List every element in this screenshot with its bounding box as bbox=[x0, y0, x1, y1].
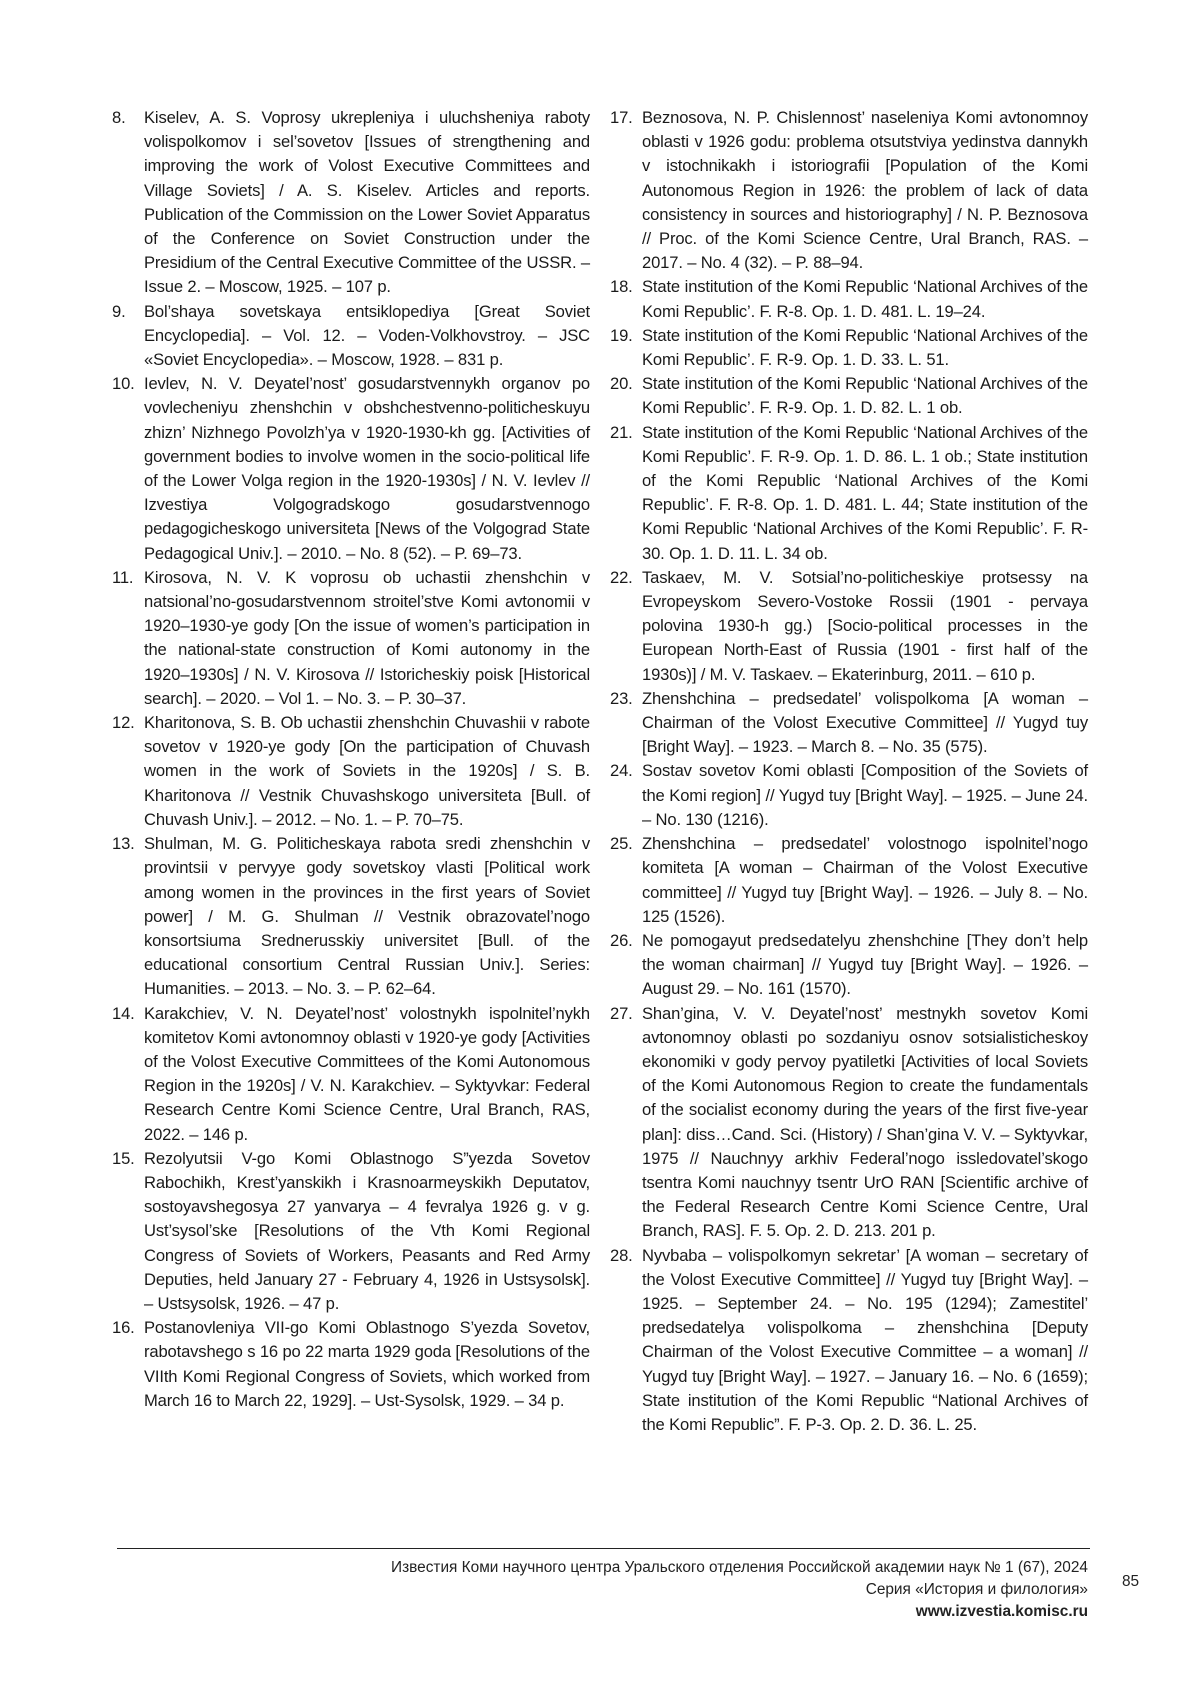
reference-number: 12. bbox=[112, 713, 135, 733]
reference-number: 27. bbox=[610, 1003, 633, 1023]
reference-item bbox=[610, 1002, 1088, 1244]
reference-item bbox=[112, 711, 590, 832]
reference-number: 24. bbox=[610, 761, 633, 781]
reference-number: 26. bbox=[610, 930, 633, 950]
reference-number: 9. bbox=[112, 301, 126, 321]
reference-item bbox=[610, 832, 1088, 929]
reference-number: 18. bbox=[610, 277, 633, 297]
reference-item bbox=[112, 106, 590, 300]
reference-text: Nyvbaba – volispolkomyn sekretar’ [A woman – secretary of the Volost Executive Committee] // Yugyd tuy [Bright Way]. – 1925. – September 24. – No. 195 (1294); Zamestitel’ predsedatelya volispolkoma – zhenshchina [Deputy Chairman of the Volost Executive Committee – a woman] // Yugyd tuy [Bright Way]. – 1927. – January 16. – No. 6 (1659); State institution of the Komi Republic “National Archives of the Komi Republic”. F. P-3. Op. 2. D. 36. L. 25. bbox=[642, 1245, 1088, 1434]
reference-text: Ievlev, N. V. Deyatel’nost’ gosudarstvennykh organov po vovlecheniyu zhenshchin v obshchestvenno-politicheskuyu zhizn’ Nizhnego Povolzh’ya v 1920-1930-kh gg. [Activities of government bodies to involve women in the socio-political life of the Lower Volga region in the 1920-1930s] / N. V. Ievlev // Izvestiya Volgogradskogo gosudarstvennogo pedagogicheskogo universiteta [News of the Volgograd State Pedagogical Univ.]. – 2010. – No. 8 (52). – P. 69–73. bbox=[144, 374, 590, 563]
reference-number: 10. bbox=[112, 374, 135, 394]
reference-text: Shulman, M. G. Politicheskaya rabota sredi zhenshchin v provintsii v pervyye gody sovetskoy vlasti [Political work among women in the provinces in the first years of Soviet power] / M. G. Shulman // Vestnik obrazovatel’nogo konsortsiuma Srednerusskiy universitet [Bull. of the educational consortium Central Russian Univ.]. Series: Humanities. – 2013. – No. 3. – P. 62–64. bbox=[144, 834, 590, 999]
reference-item bbox=[112, 372, 590, 566]
references-left-column bbox=[112, 106, 590, 1413]
reference-number: 15. bbox=[112, 1148, 135, 1168]
reference-text: Kirosova, N. V. K voprosu ob uchastii zhenshchin v natsional’no-gosudarstvennom stroitel’stve Komi avtonomii v 1920–1930-ye gody [On the issue of women’s participation in the national-state construction of Komi autonomy in the 1920–1930s] / N. V. Kirosova // Istoricheskiy poisk [Historical search]. – 2020. – Vol 1. – No. 3. – P. 30–37. bbox=[144, 567, 590, 708]
reference-number: 23. bbox=[610, 688, 633, 708]
reference-text: Beznosova, N. P. Chislennost’ naseleniya Komi avtonomnoy oblasti v 1926 godu: problema otsutstviya yedinstva dannykh v istochnikakh i istoriografii [Population of the Komi Autonomous Region in 1926: the problem of lack of data consistency in sources and historiography] / N. P. Beznosova // Proc. of the Komi Science Centre, Ural Branch, RAS. – 2017. – No. 4 (32). – P. 88–94. bbox=[642, 108, 1088, 273]
reference-item bbox=[112, 566, 590, 711]
page-number: 85 bbox=[1122, 1573, 1140, 1590]
reference-list-right bbox=[610, 106, 1088, 1437]
reference-number: 17. bbox=[610, 108, 633, 127]
reference-number: 8. bbox=[112, 108, 126, 127]
reference-text: Zhenshchina – predsedatel’ volispolkoma [A woman – Chairman of the Volost Executive Committee] // Yugyd tuy [Bright Way]. – 1923. – March 8. – No. 35 (575). bbox=[642, 688, 1088, 757]
reference-number: 13. bbox=[112, 834, 135, 854]
journal-series: Серия «История и филология» bbox=[865, 1581, 1088, 1598]
reference-item bbox=[610, 275, 1088, 323]
reference-item bbox=[610, 106, 1088, 275]
reference-number: 20. bbox=[610, 374, 633, 394]
reference-item bbox=[610, 929, 1088, 1002]
reference-text: Shan’gina, V. V. Deyatel’nost’ mestnykh sovetov Komi avtonomnoy oblasti po sozdaniyu osnov sotsialisticheskoy ekonomiki v gody pervoy pyatiletki [Activities of local Soviets of the Komi Autonomous Region to create the fundamentals of the socialist economy during the years of the first five-year plan]: diss…Cand. Sci. (History) / Shan’gina V. V. – Syktyvkar, 1975 // Nauchnyy arkhiv Federal’nogo issledovatel’skogo tsentra Komi nauchnyy tsentr UrO RAN [Scientific archive of the Federal Research Centre Komi Science Centre, Ural Branch, RAS]. F. 5. Op. 2. D. 213. 201 p. bbox=[642, 1003, 1088, 1241]
reference-item bbox=[112, 832, 590, 1001]
reference-number: 14. bbox=[112, 1003, 135, 1023]
reference-item bbox=[610, 421, 1088, 566]
reference-text: State institution of the Komi Republic ‘National Archives of the Komi Republic’. F. R-8. Op. 1. D. 481. L. 19–24. bbox=[642, 277, 1088, 321]
reference-text: State institution of the Komi Republic ‘National Archives of the Komi Republic’. F. R-9. Op. 1. D. 33. L. 51. bbox=[642, 325, 1088, 370]
reference-item bbox=[610, 1244, 1088, 1438]
reference-text: State institution of the Komi Republic ‘National Archives of the Komi Republic’. F. R-9. Op. 1. D. 82. L. 1 ob. bbox=[642, 374, 1088, 418]
reference-number: 28. bbox=[610, 1245, 633, 1265]
reference-text: Ne pomogayut predsedatelyu zhenshchine [They don’t help the woman chairman] // Yugyd tuy [Bright Way]. – 1926. – August 29. – No. 161 (1570). bbox=[642, 930, 1088, 999]
reference-text: Kiselev, A. S. Voprosy ukrepleniya i uluchsheniya raboty volispolkomov i sel’sovetov [Issues of strengthening and improving the work of Volost Executive Committees and Village Soviets] / A. S. Kiselev. Articles and reports. Publication of the Commission on the Lower Soviet Apparatus of the Conference on Soviet Construction under the Presidium of the Central Executive Committee of the USSR. – Issue 2. – Moscow, 1925. – 107 p. bbox=[144, 108, 590, 297]
reference-number: 25. bbox=[610, 834, 633, 854]
reference-item bbox=[112, 1147, 590, 1316]
reference-text: Karakchiev, V. N. Deyatel’nost’ volostnykh ispolnitel’nykh komitetov Komi avtonomnoy oblasti v 1920-ye gody [Activities of the Volost Executive Committees of the Komi Autonomous Region in the 1920s] / V. N. Karakchiev. – Syktyvkar: Federal Research Centre Komi Science Centre, Ural Branch, RAS, 2022. – 146 p. bbox=[144, 1003, 590, 1144]
reference-number: 11. bbox=[112, 567, 134, 587]
references-right-column bbox=[610, 106, 1088, 1437]
reference-item bbox=[112, 300, 590, 373]
reference-text: Zhenshchina – predsedatel’ volostnogo ispolnitel’nogo komiteta [A woman – Chairman of the Volost Executive committee] // Yugyd tuy [Bright Way]. – 1926. – July 8. – No. 125 (1526). bbox=[642, 834, 1088, 926]
reference-text: Rezolyutsii V-go Komi Oblastnogo S”yezda Sovetov Rabochikh, Krest’yanskikh i Krasnoarmeyskikh Deputatov, sostoyavshegosya 27 yanvarya – 4 fevralya 1926 g. v g. Ust’sysol’ske [Resolutions of the Vth Komi Regional Congress of Soviets of Workers, Peasants and Red Army Deputies, held January 27 - February 4, 1926 in Ustsysolsk]. – Ustsysolsk, 1926. – 47 p. bbox=[144, 1148, 590, 1313]
reference-text: Bol’shaya sovetskaya entsiklopediya [Great Soviet Encyclopedia]. – Vol. 12. – Voden-Volkhovstroy. – JSC «Soviet Encyclopedia». – Moscow, 1928. – 831 p. bbox=[144, 301, 590, 370]
reference-number: 16. bbox=[112, 1318, 135, 1338]
reference-number: 21. bbox=[610, 422, 633, 442]
reference-number: 19. bbox=[610, 325, 633, 345]
journal-title: Известия Коми научного центра Уральского отделения Российской академии наук № 1 (67), 2024 bbox=[391, 1559, 1088, 1576]
reference-item bbox=[610, 566, 1088, 687]
reference-text: Sostav sovetov Komi oblasti [Composition of the Soviets of the Komi region] // Yugyd tuy [Bright Way]. – 1925. – June 24. – No. 130 (1216). bbox=[642, 761, 1088, 829]
reference-item bbox=[112, 1316, 590, 1413]
reference-text: Kharitonova, S. B. Ob uchastii zhenshchin Chuvashii v rabote sovetov v 1920-ye gody [On the participation of Chuvash women in the work of Soviets in the 1920s] / S. B. Kharitonova // Vestnik Chuvashskogo universiteta [Bull. of Chuvash Univ.]. – 2012. – No. 1. – P. 70–75. bbox=[144, 713, 590, 829]
footer-divider bbox=[117, 1548, 1090, 1549]
reference-text: State institution of the Komi Republic ‘National Archives of the Komi Republic’. F. R-9. Op. 1. D. 86. L. 1 ob.; State institution of the Komi Republic ‘National Archives of the Komi Republic’. F. R-8. Op. 1. D. 481. L. 44; State institution of the Komi Republic ‘National Archives of the Komi Republic’. F. R-30. Op. 1. D. 11. L. 34 ob. bbox=[642, 422, 1088, 563]
reference-item bbox=[610, 687, 1088, 760]
reference-item bbox=[610, 759, 1088, 832]
reference-item bbox=[610, 324, 1088, 372]
page-footer bbox=[188, 1557, 1088, 1623]
reference-list-left bbox=[112, 106, 590, 1413]
reference-text: Taskaev, M. V. Sotsial’no-politicheskiye protsessy na Evropeyskom Severo-Vostoke Rossii (1901 - pervaya polovina 1930-h gg.) [Socio-political processes in the European North-East of Russia (1901 - first half of the 1930s)] / M. V. Taskaev. – Ekaterinburg, 2011. – 610 p. bbox=[642, 567, 1088, 684]
reference-text: Postanovleniya VII-go Komi Oblastnogo S’yezda Sovetov, rabotavshego s 16 po 22 marta 1929 goda [Resolutions of the VIIth Komi Regional Congress of Soviets, which worked from March 16 to March 22, 1929]. – Ust-Sysolsk, 1929. – 34 p. bbox=[144, 1318, 590, 1410]
reference-number: 22. bbox=[610, 567, 633, 587]
reference-item bbox=[610, 372, 1088, 420]
journal-url: www.izvestia.komisc.ru bbox=[915, 1603, 1088, 1620]
reference-item bbox=[112, 1002, 590, 1147]
